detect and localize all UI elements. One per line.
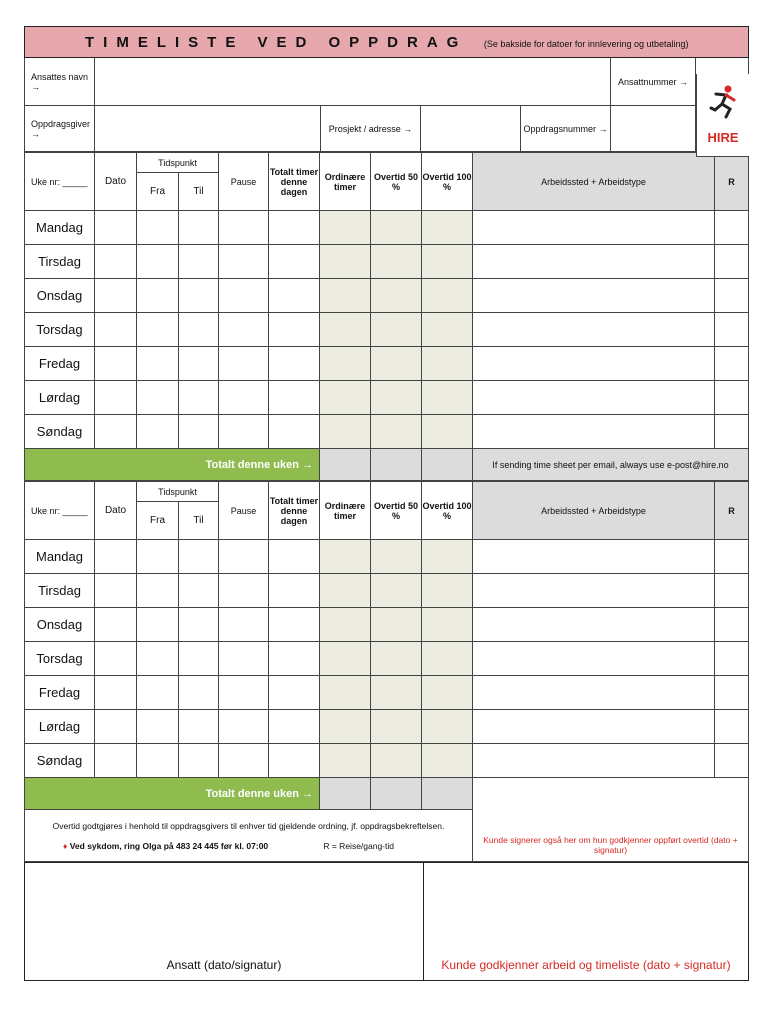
pause-cell[interactable] [219,415,269,449]
kunde-note: Kunde signerer også her om hun godkjenner oppført overtid (dato + signatur) [483,835,738,855]
ordinaere-cell[interactable] [320,245,371,279]
totalt-cell[interactable] [269,347,320,381]
uke-nr-label-2: Uke nr: _____ [25,482,95,540]
pause-cell[interactable] [219,608,269,642]
fra-cell[interactable] [137,415,179,449]
pause-header-2: Pause [219,482,269,540]
pause-cell[interactable] [219,710,269,744]
r-cell[interactable] [715,313,749,347]
dato-cell[interactable] [95,347,137,381]
dato-cell[interactable] [95,540,137,574]
week-2-table [24,481,749,862]
sykdom-line [63,841,268,851]
overtid50-cell[interactable] [371,744,422,778]
overtid100-cell[interactable] [422,574,473,608]
overtid100-cell[interactable] [422,676,473,710]
pause-cell[interactable] [219,313,269,347]
total-overtid50-week-1[interactable] [371,449,422,481]
pause-cell[interactable] [219,211,269,245]
overtid50-cell[interactable] [371,313,422,347]
day-row [25,608,749,642]
dato-cell[interactable] [95,608,137,642]
overtid100-cell[interactable] [422,347,473,381]
totalt-cell[interactable] [269,710,320,744]
tidspunkt-header-2: Tidspunkt [137,482,219,502]
totalt-cell[interactable] [269,211,320,245]
arbeidssted-cell[interactable] [473,313,715,347]
arbeidssted-cell[interactable] [473,211,715,245]
ordinaere-cell[interactable] [320,279,371,313]
overtid100-cell[interactable] [422,642,473,676]
r-cell[interactable] [715,642,749,676]
totalt-cell[interactable] [269,574,320,608]
ordinaere-cell[interactable] [320,540,371,574]
arbeidssted-cell[interactable] [473,245,715,279]
fra-cell[interactable] [137,744,179,778]
oppdragsgiver-field[interactable] [95,106,321,152]
til-header: Til [179,173,219,211]
title-note: (Se bakside for datoer for innlevering og utbetaling) [483,38,689,49]
ordinaere-cell[interactable] [320,710,371,744]
day-label: Fredag [25,347,95,381]
overtid100-cell[interactable] [422,245,473,279]
day-row [25,710,749,744]
day-row [25,642,749,676]
arbeidssted-cell[interactable] [473,381,715,415]
arbeidssted-cell[interactable] [473,642,715,676]
top-table [24,26,749,152]
ordinaere-cell[interactable] [320,313,371,347]
fra-header: Fra [137,173,179,211]
r-cell[interactable] [715,710,749,744]
til-cell[interactable] [179,642,219,676]
ansatt-signature-label: Ansatt (dato/signatur) [166,958,282,972]
ordinaere-cell[interactable] [320,642,371,676]
overtid100-header-2: Overtid 100 % [422,482,473,540]
dato-header: Dato [95,153,137,211]
day-row [25,676,749,710]
total-ordinaere-week-1[interactable] [320,449,371,481]
pause-cell[interactable] [219,347,269,381]
overtid100-cell[interactable] [422,279,473,313]
dato-cell[interactable] [95,676,137,710]
fra-cell[interactable] [137,211,179,245]
fra-cell[interactable] [137,608,179,642]
totalt-cell[interactable] [269,744,320,778]
fra-header-2: Fra [137,502,179,540]
ansatt-signature-box[interactable] [25,863,424,981]
diamond-icon: ♦ [63,840,68,851]
pause-cell[interactable] [219,744,269,778]
label-oppdragsnummer: Oppdragsnummer → [521,106,611,152]
overtid100-cell[interactable] [422,313,473,347]
overtid100-cell[interactable] [422,211,473,245]
arbeidssted-cell[interactable] [473,710,715,744]
ordinaere-cell[interactable] [320,415,371,449]
fra-cell[interactable] [137,313,179,347]
totalt-cell[interactable] [269,608,320,642]
dato-header-2: Dato [95,482,137,540]
kunde-signature-box[interactable] [424,863,749,981]
label-ansattnummer: Ansattnummer → [611,58,696,106]
kunde-signature-label: Kunde godkjenner arbeid og timeliste (dato + signatur) [441,958,731,972]
day-row [25,744,749,778]
day-row [25,574,749,608]
logo-text: HIRE [707,130,739,145]
dato-cell[interactable] [95,245,137,279]
dato-cell[interactable] [95,381,137,415]
day-row [25,540,749,574]
arbeidssted-header-2: Arbeidssted + Arbeidstype [473,482,715,540]
overtid50-cell[interactable] [371,279,422,313]
overtid50-cell[interactable] [371,608,422,642]
til-cell[interactable] [179,381,219,415]
day-row [25,381,749,415]
r-cell[interactable] [715,347,749,381]
overtid50-cell[interactable] [371,676,422,710]
day-label: Onsdag [25,279,95,313]
dato-cell[interactable] [95,313,137,347]
overtid100-cell[interactable] [422,381,473,415]
day-label: Torsdag [25,642,95,676]
ordinaere-cell[interactable] [320,744,371,778]
overtid50-cell[interactable] [371,540,422,574]
overtid50-header-2: Overtid 50 % [371,482,422,540]
til-cell[interactable] [179,676,219,710]
overtid100-cell[interactable] [422,540,473,574]
overtid50-cell[interactable] [371,211,422,245]
dato-cell[interactable] [95,642,137,676]
day-row [25,313,749,347]
arbeidssted-header: Arbeidssted + Arbeidstype [473,153,715,211]
tidspunkt-header: Tidspunkt [137,153,219,173]
totalt-header-2: Totalt timer denne dagen [269,482,320,540]
overtid50-cell[interactable] [371,415,422,449]
pause-cell[interactable] [219,279,269,313]
totalt-cell[interactable] [269,279,320,313]
fra-cell[interactable] [137,574,179,608]
til-cell[interactable] [179,710,219,744]
day-row [25,279,749,313]
label-ansatt-navn: Ansattes navn → [25,58,95,106]
totalt-cell[interactable] [269,676,320,710]
day-row [25,347,749,381]
r-cell[interactable] [715,574,749,608]
total-label-week-2: Totalt denne uken → [25,778,320,810]
totalt-cell[interactable] [269,540,320,574]
day-row [25,211,749,245]
dato-cell[interactable] [95,279,137,313]
r-cell[interactable] [715,211,749,245]
r-header: R [715,153,749,211]
overtid50-cell[interactable] [371,574,422,608]
fra-cell[interactable] [137,279,179,313]
pause-cell[interactable] [219,540,269,574]
overtid100-cell[interactable] [422,415,473,449]
pause-cell[interactable] [219,245,269,279]
fra-cell[interactable] [137,676,179,710]
signature-table [24,862,749,981]
til-cell[interactable] [179,245,219,279]
dato-cell[interactable] [95,415,137,449]
prosjekt-field[interactable] [421,106,521,152]
total-overtid100-week-1[interactable] [422,449,473,481]
arbeidssted-cell[interactable] [473,279,715,313]
arbeidssted-cell[interactable] [473,608,715,642]
ordinaere-header: Ordinære timer [320,153,371,211]
overtid50-cell[interactable] [371,710,422,744]
ansatt-navn-field[interactable] [95,58,611,106]
totalt-cell[interactable] [269,642,320,676]
r-cell[interactable] [715,676,749,710]
email-note: If sending time sheet per email, always use e-post@hire.no [473,449,749,481]
dato-cell[interactable] [95,710,137,744]
til-cell[interactable] [179,744,219,778]
day-label: Tirsdag [25,574,95,608]
r-cell[interactable] [715,245,749,279]
day-row [25,245,749,279]
totalt-cell[interactable] [269,245,320,279]
notes-box [25,810,473,862]
arbeidssted-cell[interactable] [473,415,715,449]
overtid50-cell[interactable] [371,245,422,279]
dato-cell[interactable] [95,211,137,245]
overtid100-cell[interactable] [422,710,473,744]
total-label-week-1: Totalt denne uken → [25,449,320,481]
til-cell[interactable] [179,574,219,608]
pause-header: Pause [219,153,269,211]
day-label: Mandag [25,540,95,574]
ordinaere-cell[interactable] [320,381,371,415]
arbeidssted-cell[interactable] [473,347,715,381]
runner-icon [708,84,738,120]
total-overtid50-week-2[interactable] [371,778,422,810]
overtid50-header: Overtid 50 % [371,153,422,211]
day-label: Torsdag [25,313,95,347]
arbeidssted-cell[interactable] [473,676,715,710]
day-label: Søndag [25,744,95,778]
ordinaere-cell[interactable] [320,608,371,642]
label-oppdragsgiver: Oppdragsgiver → [25,106,95,152]
day-label: Tirsdag [25,245,95,279]
day-row [25,415,749,449]
arbeidssted-cell[interactable] [473,574,715,608]
sykdom-note: Ved sykdom, ring Olga på 483 24 445 før kl. 07:00 [69,840,269,851]
fra-cell[interactable] [137,381,179,415]
day-label: Søndag [25,415,95,449]
day-label: Mandag [25,211,95,245]
r-cell[interactable] [715,381,749,415]
til-cell[interactable] [179,313,219,347]
day-label: Onsdag [25,608,95,642]
til-cell[interactable] [179,211,219,245]
pause-cell[interactable] [219,574,269,608]
r-cell[interactable] [715,415,749,449]
totalt-cell[interactable] [269,381,320,415]
totalt-cell[interactable] [269,313,320,347]
til-cell[interactable] [179,415,219,449]
ordinaere-cell[interactable] [320,347,371,381]
ordinaere-cell[interactable] [320,211,371,245]
kunde-overtid-box[interactable] [473,778,749,862]
r-note: R = Reise/gang-tid [323,840,394,851]
til-cell[interactable] [179,608,219,642]
arbeidssted-cell[interactable] [473,540,715,574]
day-label: Fredag [25,676,95,710]
oppdragsnummer-field[interactable] [611,106,696,152]
week-1-table [24,152,749,481]
fra-cell[interactable] [137,245,179,279]
overtid50-cell[interactable] [371,381,422,415]
overtid50-cell[interactable] [371,347,422,381]
pause-cell[interactable] [219,381,269,415]
timesheet [24,26,748,981]
overtid100-cell[interactable] [422,744,473,778]
totalt-header: Totalt timer denne dagen [269,153,320,211]
overtid-note: Overtid godtgjøres i henhold til oppdragsgivers til enhver tid gjeldende ordning, jf. oppdragsbekreftelsen. [52,820,445,831]
til-header-2: Til [179,502,219,540]
overtid100-cell[interactable] [422,608,473,642]
r-cell[interactable] [715,744,749,778]
fra-cell[interactable] [137,710,179,744]
ordinaere-header-2: Ordinære timer [320,482,371,540]
day-label: Lørdag [25,710,95,744]
fra-cell[interactable] [137,347,179,381]
fra-cell[interactable] [137,540,179,574]
pause-cell[interactable] [219,676,269,710]
r-cell[interactable] [715,608,749,642]
total-ordinaere-week-2[interactable] [320,778,371,810]
day-label: Lørdag [25,381,95,415]
hire-logo [696,74,749,157]
ordinaere-cell[interactable] [320,574,371,608]
total-overtid100-week-2[interactable] [422,778,473,810]
r-header-2: R [715,482,749,540]
til-cell[interactable] [179,347,219,381]
r-cell[interactable] [715,279,749,313]
fra-cell[interactable] [137,642,179,676]
r-cell[interactable] [715,540,749,574]
uke-nr-label: Uke nr: _____ [25,153,95,211]
totalt-cell[interactable] [269,415,320,449]
overtid50-cell[interactable] [371,642,422,676]
page-title: TIMELISTE VED OPPDRAG [85,33,468,51]
til-cell[interactable] [179,540,219,574]
pause-cell[interactable] [219,642,269,676]
label-prosjekt: Prosjekt / adresse → [321,106,421,152]
dato-cell[interactable] [95,574,137,608]
til-cell[interactable] [179,279,219,313]
dato-cell[interactable] [95,744,137,778]
ordinaere-cell[interactable] [320,676,371,710]
overtid100-header: Overtid 100 % [422,153,473,211]
arbeidssted-cell[interactable] [473,744,715,778]
title-bar [25,27,749,58]
